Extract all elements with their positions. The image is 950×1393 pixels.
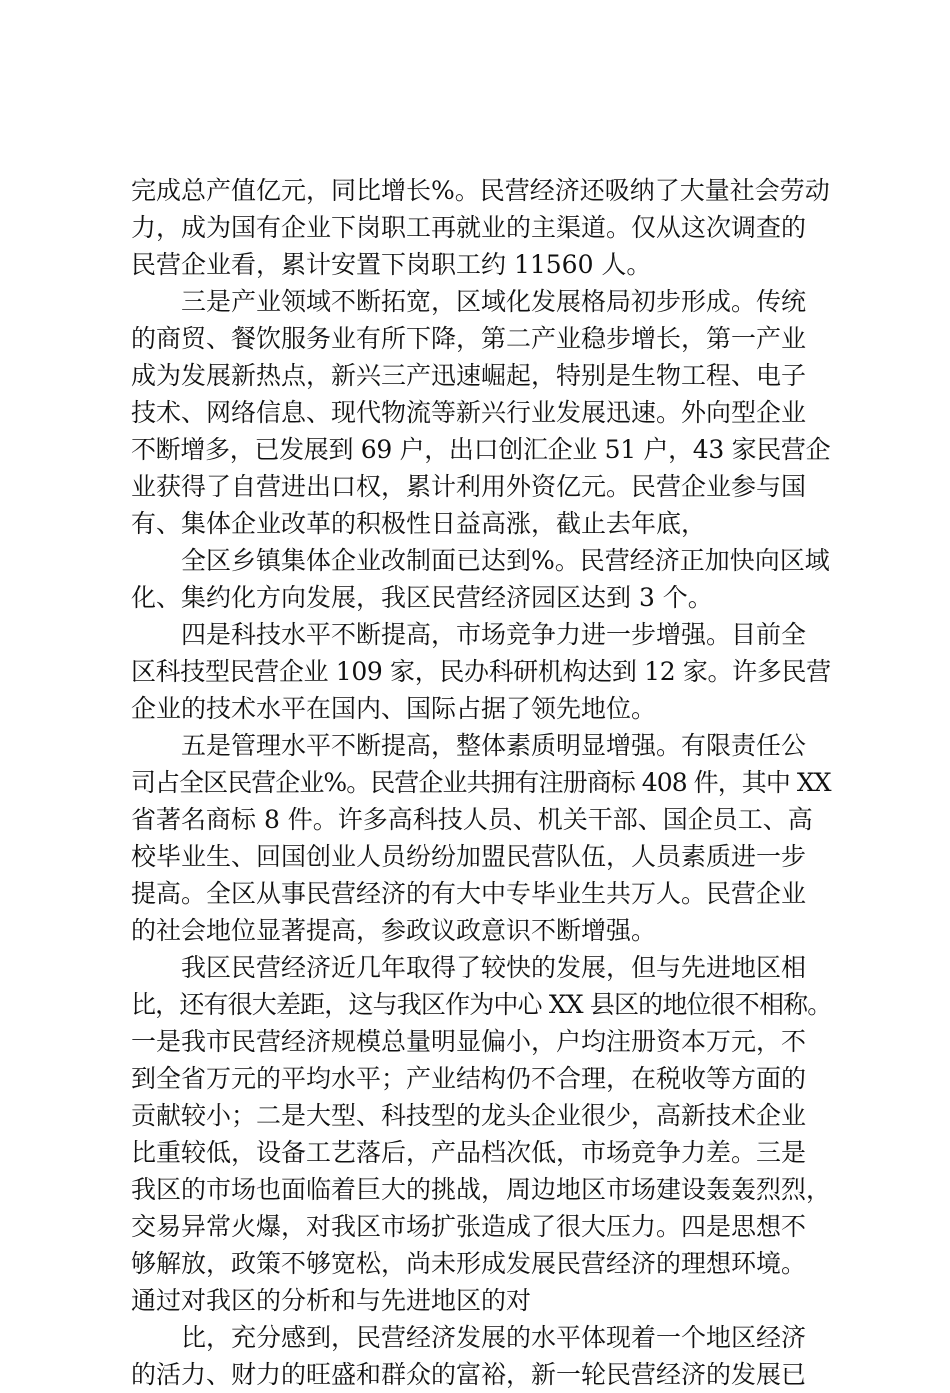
body-text	[131, 172, 831, 1393]
text-line: 四是科技水平不断提高，市场竞争力进一步增强。目前全	[181, 620, 807, 649]
text-line: 企业的技术水平在国内、国际占据了领先地位。	[131, 694, 657, 723]
text-line: 区科技型民营企业 109 家，民办科研机构达到 12 家。许多民营	[131, 657, 831, 686]
text-line: 通过对我区的分析和与先进地区的对	[131, 1286, 532, 1315]
text-line: 提高。全区从事民营经济的有大中专毕业生共万人。民营企业	[131, 879, 807, 908]
text-line: 够解放，政策不够宽松，尚未形成发展民营经济的理想环境。	[131, 1249, 807, 1278]
text-line: 到全省万元的平均水平；产业结构仍不合理，在税收等方面的	[131, 1064, 807, 1093]
text-line: 我区的市场也面临着巨大的挑战，周边地区市场建设轰轰烈烈，	[131, 1175, 832, 1204]
text-line: 我区民营经济近几年取得了较快的发展，但与先进地区相	[181, 953, 807, 982]
text-line: 的商贸、餐饮服务业有所下降，第二产业稳步增长，第一产业	[131, 324, 807, 353]
text-line: 力，成为国有企业下岗职工再就业的主渠道。仅从这次调查的	[131, 213, 807, 242]
text-line: 完成总产值亿元，同比增长%。民营经济还吸纳了大量社会劳动	[131, 176, 830, 205]
text-line: 有、集体企业改革的积极性日益高涨，截止去年底，	[131, 509, 707, 538]
text-line: 司占全区民营企业%。民营企业共拥有注册商标 408 件，其中 XX	[131, 768, 831, 797]
text-line: 成为发展新热点，新兴三产迅速崛起，特别是生物工程、电子	[131, 361, 807, 390]
text-line: 不断增多，已发展到 69 户，出口创汇企业 51 户，43 家民营企	[131, 435, 831, 464]
text-line: 全区乡镇集体企业改制面已达到%。民营经济正加快向区域	[181, 546, 830, 575]
text-line: 比，还有很大差距，这与我区作为中心 XX 县区的地位很不相称。	[131, 990, 832, 1019]
text-line: 交易异常火爆，对我区市场扩张造成了很大压力。四是思想不	[131, 1212, 807, 1241]
text-line: 校毕业生、回国创业人员纷纷加盟民营队伍，人员素质进一步	[131, 842, 807, 871]
text-line: 业获得了自营进出口权，累计利用外资亿元。民营企业参与国	[131, 472, 807, 501]
text-line: 技术、网络信息、现代物流等新兴行业发展迅速。外向型企业	[131, 398, 807, 427]
text-line: 贡献较小；二是大型、科技型的龙头企业很少，高新技术企业	[131, 1101, 807, 1130]
text-line: 三是产业领域不断拓宽，区域化发展格局初步形成。传统	[181, 287, 807, 316]
text-line: 的活力、财力的旺盛和群众的富裕，新一轮民营经济的发展已	[131, 1360, 807, 1389]
text-line: 比重较低，设备工艺落后，产品档次低，市场竞争力差。三是	[131, 1138, 807, 1167]
text-line: 化、集约化方向发展，我区民营经济园区达到 3 个。	[131, 583, 713, 612]
text-line: 民营企业看，累计安置下岗职工约 11560 人。	[131, 250, 652, 279]
text-line: 省著名商标 8 件。许多高科技人员、机关干部、国企员工、高	[131, 805, 813, 834]
text-line: 比，充分感到，民营经济发展的水平体现着一个地区经济	[181, 1323, 807, 1352]
text-line: 五是管理水平不断提高，整体素质明显增强。有限责任公	[181, 731, 807, 760]
text-line: 的社会地位显著提高，参政议政意识不断增强。	[131, 916, 657, 945]
text-line: 一是我市民营经济规模总量明显偏小，户均注册资本万元，不	[131, 1027, 807, 1056]
